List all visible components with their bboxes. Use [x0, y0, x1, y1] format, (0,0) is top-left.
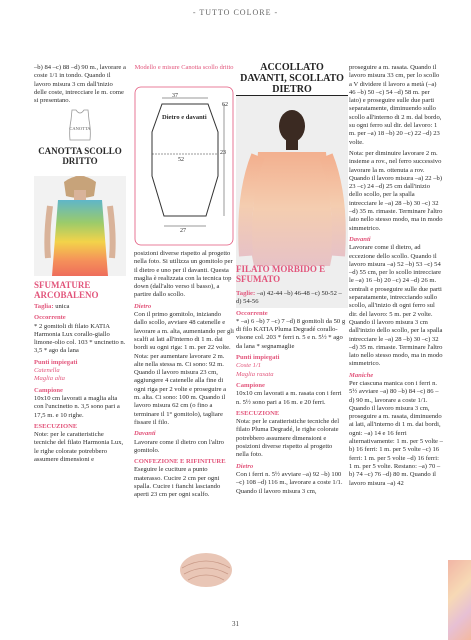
section-title-3-text: ACCOLLATO DAVANTI, SCOLLATO DIETRO	[236, 62, 348, 96]
measure-23: 23	[220, 150, 226, 156]
campione-label-1: Campione	[34, 386, 63, 394]
dietro-label-2: Dietro	[134, 302, 152, 310]
tank-icon-label: CANOTTA	[69, 126, 91, 131]
tank-photo	[34, 176, 126, 276]
taglie-label: Taglie:	[236, 290, 256, 297]
davanti-text-4: Lavorare come il dietro, ad eccezione dello scollo. Quando il lavoro misura –a) 52 –b) 53 –c) 54 –d) 55 cm, per lo scollo intrecciare le –a) 16 –b) 20 –c) 24 –d) 26 m. centrali e proseguire sulle due parti separatamente, intrecciando sullo scollo, all'inizio di ogni ferro sul dir. del lavoro: 5 m. per 2 volte. Quando il lavoro misura 3 cm dall'inizio dello scollo, per la spalla intrecciare le –a) 28 –b) 30 –c) 32 –d) 35 m. rimaste. Terminare l'altro lato nello stesso modo, ma in modo simmetrico.	[349, 244, 443, 368]
column-4	[349, 64, 443, 491]
col2-intro: posizioni diverse rispetto al progetto nella foto. Si utilizza un gomitolo per il dietro e uno per il davanti. Questa maglia è realizzata con la tecnica top down (dall'alto verso il basso), a partire dallo scollo.	[134, 250, 233, 299]
tank-caption: SFUMATURE ARCOBALENO	[34, 280, 99, 300]
measure-37: 37	[172, 93, 178, 99]
dietro-label-3: Dietro	[236, 462, 254, 470]
campione-text-1: 10x10 cm lavorati a maglia alta con l'uncinetto n. 3,5 sono pari a 17,5 m. e 10 righe.	[34, 394, 120, 419]
col4-p1: proseguire a m. rasata. Quando il lavoro misura 33 cm, per lo scollo a V dividere il lavoro a metà (–a) 46 –b) 50 –c) 54 –d) 58 m. per lato) e proseguire sulle due parti separatamente, diminuendo sullo scollo all'interno di 2 m. dal bordo, su ogni ferro sul dir. del lavoro: 1 m. per –a) 18 –b) 20 –c) 22 –d) 23 volte.	[349, 64, 442, 146]
esecuzione-label-1: ESECUZIONE	[34, 422, 78, 430]
col1-top-text: –b) 84 –c) 88 –d) 90 m., lavorare a coste 1/1 in tondo. Quando il lavoro misura 3 cm dall'inizio delle coste, intrecciare le m. come si presentano.	[34, 64, 126, 105]
col4-p2: Nota: per diminuire lavorare 2 m. insieme a rov., nel ferro successivo lavorare la m. ottenuta a rov. Quando il lavoro misura –a) 22 –b) 23 –c) 24 –d) 25 cm dall'inizio dello scollo, per la spalla intrecciare le –a) 28 –b) 30 –c) 32 –d) 35 m. rimaste. Terminare l'altro lato nello stesso modo, ma in modo simmetrico.	[349, 149, 443, 232]
punto-maglia-alta: Maglia alta	[34, 375, 65, 383]
confezione-text: Eseguire le cuciture a punto materasso. Cucire 2 cm per ogni spalla. Cucire i fianchi lasciando aperti 23 cm per ogni scalfo.	[134, 466, 221, 499]
esecuzione-text-3: Nota: per le caratteristiche tecniche del filato Pluma Degradé, le righe colorate potrebbero assumere dimensioni e posizioni diverse rispetto al progetto nella foto.	[236, 418, 340, 459]
column-3	[236, 290, 346, 499]
tank-top-icon	[58, 108, 102, 142]
occorrente-text-3: * –a) 6 –b) 7 –c) 7 –d) 8 gomitoli da 50 g di filo KATIA Pluma Degradé corallo-visone col. 203 * ferri n. 5 e n. 5½ * ago da lana * segnamaglie	[236, 317, 346, 350]
column-1	[34, 64, 126, 108]
section-title-3	[236, 62, 348, 96]
maniche-label: Maniche	[349, 371, 374, 379]
page-header: - TUTTO COLORE -	[192, 8, 279, 17]
dietro-text-2: Con il primo gomitolo, iniziando dallo scollo, avviare 48 catenelle e lavorare a m. alta, aumentando per gli scalfi ai lati all'interno di 1 m. dai bordi su ogni riga: 1 m. per 22 volte. Nota: per aumentare lavorare 2 m. alte nella stessa m. Ci sono: 92 m. Quando il lavoro misura 23 cm, aggiungere 4 catenelle alla fine di ogni riga per 2 volte e proseguire a m. alta. Ci sono: 100 m. Quando il lavoro misura 62 cm (o fino a terminare il 1° gomitolo), tagliare fissare il filo.	[134, 311, 234, 426]
occorrente-text-1: * 2 gomitoli di filato KATIA Harmonia Lux corallo-giallo limone-olio col. 103 * uncinetto n. 3,5 * ago da lana	[34, 322, 126, 355]
punto-catenella: Catenella	[34, 367, 60, 375]
punti-label-3: Punti impiegati	[236, 354, 280, 362]
column-1-details	[34, 280, 126, 467]
campione-text-3: 10x10 cm lavorati a m. rasata con i ferri n. 5½ sono pari a 16 m. e 20 ferri.	[236, 390, 342, 406]
diagram-title: Modello e misure Canotta scollo dritto	[134, 64, 234, 71]
yarn-ball-image	[178, 548, 234, 588]
dietro-text-3: Con i ferri n. 5½ avviare –a) 92 –b) 100 –c) 108 –d) 116 m., lavorare a coste 1/1. Quando il lavoro misura 3 cm,	[236, 470, 343, 495]
esecuzione-text-1: Note: per le caratteristiche tecniche del filato Harmonia Lux, le righe colorate potrebbero assumere dimensioni e	[34, 431, 124, 464]
campione-label-3: Campione	[236, 381, 265, 389]
page-number: 31	[232, 620, 239, 628]
taglia-label: Taglia:	[34, 303, 54, 310]
yarn-swatch-image	[448, 560, 471, 640]
punti-label-1: Punti impiegati	[34, 358, 78, 366]
esecuzione-label-3: ESECUZIONE	[236, 409, 280, 417]
confezione-label: CONFEZIONE E RIFINITURE	[134, 458, 226, 466]
davanti-text-2: Lavorare come il dietro con l'altro gomitolo.	[134, 438, 224, 454]
taglia-value: unica	[55, 303, 70, 310]
maniche-text: Per ciascuna manica con i ferri n. 5½ avviare –a) 80 –b) 84 –c) 86 –d) 90 m., lavorare a coste 1/1. Quando il lavoro misura 3 cm, proseguire a m. rasata, diminuendo ai lati, all'interno di 1 m. dai bordi, ogni: –a) 14 e 16 ferri alternativamente: 1 m. per 5 volte –b) 16 ferri: 1 m. per 5 volte –c) 16 ferri: 1 m. per 5 volte –d) 16 ferri: 1 m. per 5 volte. Restano: –a) 70 –b) 74 –c) 76 –d) 80 m. Quando il lavoro misura –a) 42	[349, 379, 443, 487]
tank-title: CANOTTA SCOLLO DRITTO	[38, 146, 122, 166]
measurement-diagram	[134, 64, 234, 248]
punto-rasata: Maglia rasata	[236, 370, 274, 378]
diagram-drawing	[134, 86, 234, 246]
occorrente-label-1: Occorrente	[34, 314, 66, 322]
occorrente-label-3: Occorrente	[236, 309, 268, 317]
measure-27: 27	[180, 228, 186, 234]
measure-52: 52	[178, 157, 184, 163]
davanti-label-2: Davanti	[134, 430, 156, 438]
taglie-text: –a) 42-44 –b) 46-48 –c) 50-52 –d) 54-56	[236, 290, 342, 306]
sweater-caption: FILATO MORBIDO E SFUMATO	[236, 264, 326, 284]
davanti-label-4: Davanti	[349, 235, 371, 243]
measure-62: 62	[222, 102, 228, 108]
diagram-label-front: Dietro e davanti	[162, 114, 207, 121]
column-2	[134, 250, 234, 503]
punto-coste: Coste 1/1	[236, 362, 262, 370]
